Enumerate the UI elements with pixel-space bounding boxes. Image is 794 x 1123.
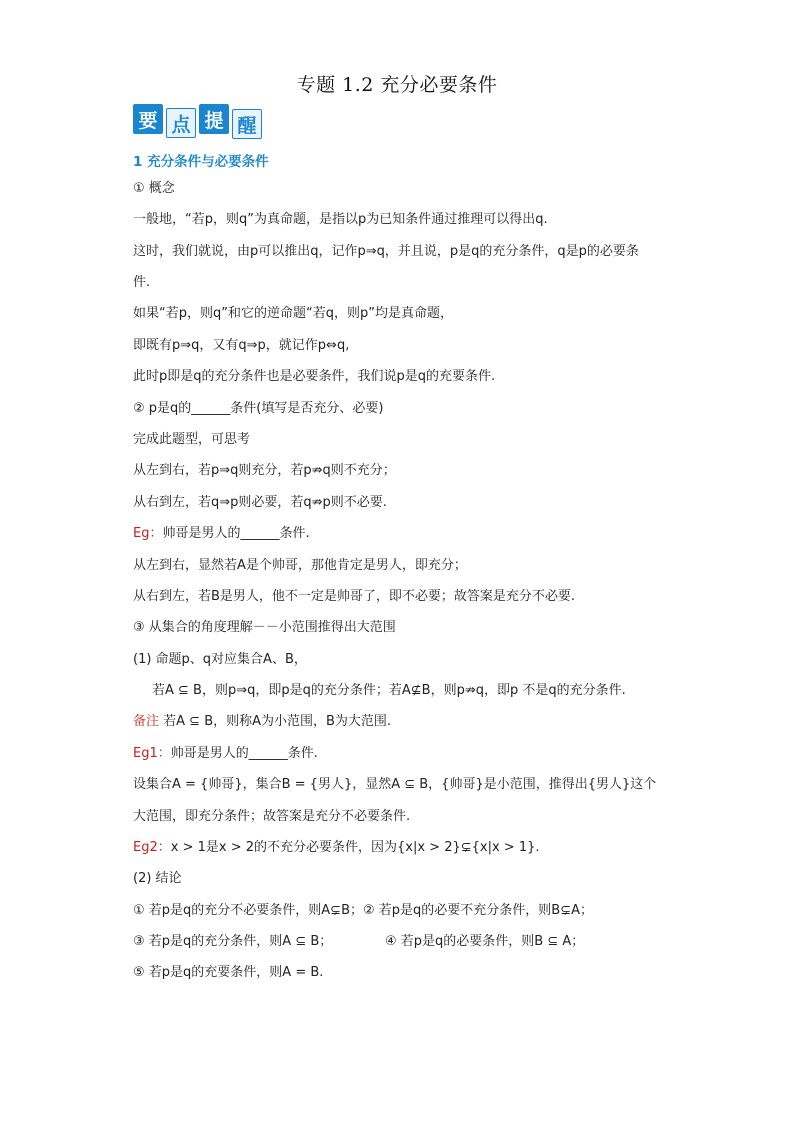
text-line-5: 如果“若p，则q”和它的逆命题“若q，则p”均是真命题， [133, 306, 453, 321]
text-line-9: 完成此题型，可思考 [133, 432, 251, 447]
section-heading: 1 充分条件与必要条件 [133, 154, 269, 170]
page-title: 专题 1.2 充分必要条件 [296, 74, 498, 96]
text-line-26: ⑤ 若p是q的充要条件，则A = B. [133, 965, 324, 980]
note-text: 若A ⊆ B，则称A为小范围，B为大范围. [159, 714, 392, 729]
text-line-18 [133, 713, 391, 731]
text-line-24: ① 若p是q的充分不必要条件，则A⊊B；② 若p是q的必要不充分条件，则B⊊A； [133, 903, 593, 918]
example2-text: x > 1是x > 2的不充分必要条件，因为{x|x > 2}⊊{x|x > 1}. [170, 840, 540, 855]
text-line-17: 若A ⊆ B，则p⇒q，即p是q的充分条件；若A⊈B，则p⇏q，即p 不是q的充分条件. [152, 683, 626, 698]
text-line-1: ① 概念 [133, 181, 175, 196]
text-line-23: (2) 结论 [133, 871, 182, 886]
text-line-25b: ④ 若p是q的必要条件，则B ⊆ A； [385, 934, 585, 949]
text-line-8: ② p是q的______条件(填写是否充分、必要) [133, 401, 384, 416]
badge-yao: 要 [133, 104, 163, 134]
example-label: Eg： [133, 526, 163, 541]
text-line-13: 从左到右，显然若A是个帅哥，那他肯定是男人，即充分； [133, 558, 467, 573]
example-text: 帅哥是男人的______条件. [162, 526, 310, 541]
text-line-20: 设集合A = {帅哥}，集合B = {男人}，显然A ⊆ B，{帅哥}是小范围，推得出{男人}这个 [133, 777, 657, 792]
text-line-14: 从右到左，若B是男人，他不一定是帅哥了，即不必要；故答案是充分不必要. [133, 589, 576, 604]
text-line-25a: ③ 若p是q的充分条件，则A ⊆ B； [133, 934, 333, 949]
text-line-21: 大范围，即充分条件；故答案是充分不必要条件. [133, 809, 411, 824]
badge-xing: 醒 [232, 109, 262, 139]
text-line-19 [133, 745, 318, 763]
note-label: 备注 [133, 714, 160, 729]
text-line-7: 此时p即是q的充分条件也是必要条件，我们说p是q的充要条件. [133, 369, 496, 384]
text-line-3: 这时，我们就说，由p可以推出q，记作p⇒q，并且说，p是q的充分条件，q是p的必要条 [133, 244, 639, 259]
text-line-11: 从右到左，若q⇒p则必要，若q⇏p则不必要. [133, 495, 387, 510]
badge-dian: 点 [166, 108, 196, 138]
example1-label: Eg1： [133, 746, 171, 761]
example1-text: 帅哥是男人的______条件. [170, 746, 318, 761]
text-line-2: 一般地，“若p，则q”为真命题，是指以p为已知条件通过推理可以得出q. [133, 212, 548, 227]
badge-ti: 提 [199, 104, 229, 134]
key-points-badge-group [133, 104, 265, 139]
text-line-12 [133, 525, 310, 543]
text-line-16: (1) 命题p、q对应集合A、B， [133, 652, 307, 667]
text-line-22 [133, 839, 540, 857]
text-line-4: 件. [133, 275, 151, 290]
text-line-10: 从左到右，若p⇒q则充分，若p⇏q则不充分； [133, 463, 396, 478]
example2-label: Eg2： [133, 840, 171, 855]
text-line-6: 即既有p⇒q，又有q⇒p，就记作p⇔q, [133, 338, 350, 353]
text-line-15: ③ 从集合的角度理解－－小范围推得出大范围 [133, 620, 396, 635]
